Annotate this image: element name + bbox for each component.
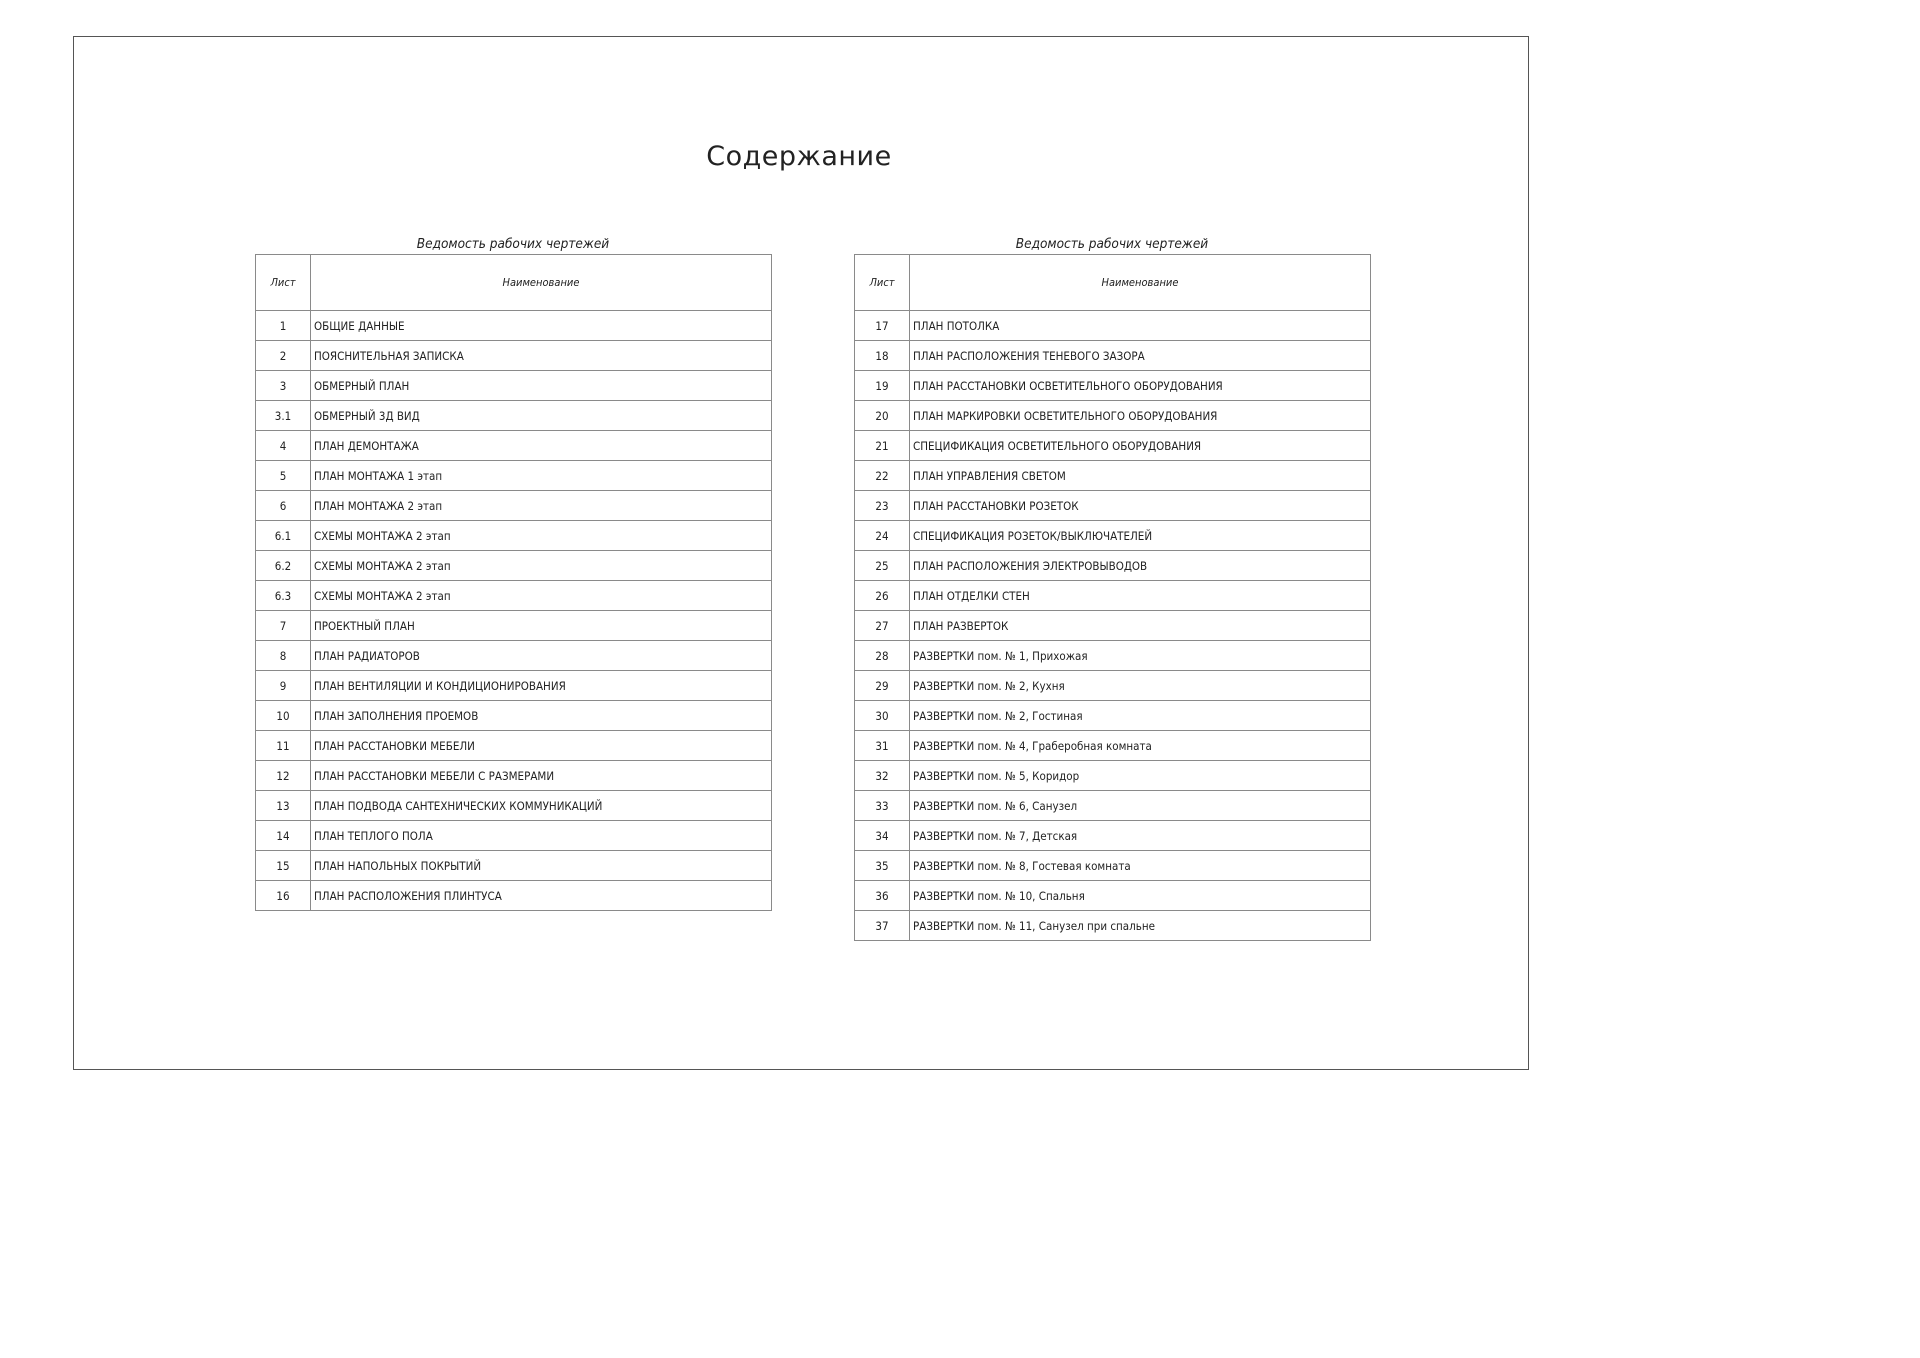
table-row: [855, 701, 1371, 731]
sheet-name: ПЛАН УПРАВЛЕНИЯ СВЕТОМ: [910, 461, 1371, 491]
sheet-name: РАЗВЕРТКИ пом. № 11, Санузел при спальне: [910, 911, 1371, 941]
table-row: [855, 521, 1371, 551]
column-header-sheet: Лист: [256, 255, 311, 311]
sheet-name: ПЛАН РАСПОЛОЖЕНИЯ ТЕНЕВОГО ЗАЗОРА: [910, 341, 1371, 371]
sheet-name: ОБМЕРНЫЙ 3Д ВИД: [311, 401, 772, 431]
sheet-name: ПЛАН РАДИАТОРОВ: [311, 641, 772, 671]
sheet-number: 34: [855, 821, 910, 851]
sheet-number: 7: [256, 611, 311, 641]
table-caption: Ведомость рабочих чертежей: [416, 236, 610, 252]
sheet-number: 3.1: [256, 401, 311, 431]
sheet-number: 2: [256, 341, 311, 371]
table-row: [855, 641, 1371, 671]
sheet-name: РАЗВЕРТКИ пом. № 2, Гостиная: [910, 701, 1371, 731]
sheet-number: 17: [855, 311, 910, 341]
sheet-name: ПЛАН ПОДВОДА САНТЕХНИЧЕСКИХ КОММУНИКАЦИЙ: [311, 791, 772, 821]
sheet-name: СПЕЦИФИКАЦИЯ РОЗЕТОК/ВЫКЛЮЧАТЕЛЕЙ: [910, 521, 1371, 551]
table-row: [855, 851, 1371, 881]
table-row: [256, 851, 772, 881]
sheet-number: 10: [256, 701, 311, 731]
sheet-name: ПЛАН ВЕНТИЛЯЦИИ И КОНДИЦИОНИРОВАНИЯ: [311, 671, 772, 701]
sheet-name: РАЗВЕРТКИ пом. № 8, Гостевая комната: [910, 851, 1371, 881]
sheet-name: ПЛАН РАССТАНОВКИ МЕБЕЛИ С РАЗМЕРАМИ: [311, 761, 772, 791]
table-row: [256, 821, 772, 851]
sheet-name: РАЗВЕРТКИ пом. № 1, Прихожая: [910, 641, 1371, 671]
sheet-number: 26: [855, 581, 910, 611]
table-row: [855, 731, 1371, 761]
sheet-name: РАЗВЕРТКИ пом. № 2, Кухня: [910, 671, 1371, 701]
sheet-number: 11: [256, 731, 311, 761]
table-header-row: [855, 255, 1371, 311]
sheet-number: 6.1: [256, 521, 311, 551]
sheet-number: 29: [855, 671, 910, 701]
sheet-number: 22: [855, 461, 910, 491]
table-row: [256, 611, 772, 641]
sheet-number: 33: [855, 791, 910, 821]
sheet-name: ПОЯСНИТЕЛЬНАЯ ЗАПИСКА: [311, 341, 772, 371]
table-row: [256, 731, 772, 761]
sheet-name: ОБМЕРНЫЙ ПЛАН: [311, 371, 772, 401]
table-row: [256, 791, 772, 821]
sheet-name: ПЛАН РАСПОЛОЖЕНИЯ ПЛИНТУСА: [311, 881, 772, 911]
sheet-number: 23: [855, 491, 910, 521]
sheet-name: ПЛАН ОТДЕЛКИ СТЕН: [910, 581, 1371, 611]
sheet-number: 16: [256, 881, 311, 911]
sheet-number: 15: [256, 851, 311, 881]
table-row: [855, 881, 1371, 911]
table-row: [256, 551, 772, 581]
sheet-number: 30: [855, 701, 910, 731]
sheet-number: 9: [256, 671, 311, 701]
table-body: [256, 311, 772, 911]
table-row: [256, 761, 772, 791]
sheet-name: РАЗВЕРТКИ пом. № 6, Санузел: [910, 791, 1371, 821]
sheet-number: 19: [855, 371, 910, 401]
table-row: [256, 401, 772, 431]
table-row: [855, 791, 1371, 821]
sheet-name: СХЕМЫ МОНТАЖА 2 этап: [311, 521, 772, 551]
table-row: [855, 461, 1371, 491]
sheet-number: 4: [256, 431, 311, 461]
sheet-number: 24: [855, 521, 910, 551]
sheet-name: ПЛАН ЗАПОЛНЕНИЯ ПРОЕМОВ: [311, 701, 772, 731]
table-row: [855, 491, 1371, 521]
sheet-number: 32: [855, 761, 910, 791]
sheet-name: СПЕЦИФИКАЦИЯ ОСВЕТИТЕЛЬНОГО ОБОРУДОВАНИЯ: [910, 431, 1371, 461]
table-row: [855, 401, 1371, 431]
table-header-row: [256, 255, 772, 311]
sheet-number: 36: [855, 881, 910, 911]
sheet-number: 37: [855, 911, 910, 941]
sheet-number: 6.3: [256, 581, 311, 611]
sheet-number: 31: [855, 731, 910, 761]
sheet-number: 21: [855, 431, 910, 461]
sheet-name: ПЛАН МАРКИРОВКИ ОСВЕТИТЕЛЬНОГО ОБОРУДОВАНИЯ: [910, 401, 1371, 431]
sheet-name: ПЛАН ПОТОЛКА: [910, 311, 1371, 341]
sheet-number: 12: [256, 761, 311, 791]
sheet-name: РАЗВЕРТКИ пом. № 10, Спальня: [910, 881, 1371, 911]
sheet-name: СХЕМЫ МОНТАЖА 2 этап: [311, 581, 772, 611]
table-row: [855, 371, 1371, 401]
column-header-name: Наименование: [311, 255, 772, 311]
sheet-number: 14: [256, 821, 311, 851]
sheet-name: РАЗВЕРТКИ пом. № 5, Коридор: [910, 761, 1371, 791]
table-row: [256, 701, 772, 731]
sheet-name: ПРОЕКТНЫЙ ПЛАН: [311, 611, 772, 641]
table-row: [256, 491, 772, 521]
sheet-name: ПЛАН МОНТАЖА 2 этап: [311, 491, 772, 521]
table-row: [855, 671, 1371, 701]
table-row: [256, 311, 772, 341]
sheet-number: 25: [855, 551, 910, 581]
table-row: [256, 521, 772, 551]
table-row: [855, 761, 1371, 791]
page-title: Содержание: [706, 141, 892, 172]
sheet-name: ПЛАН РАССТАНОВКИ МЕБЕЛИ: [311, 731, 772, 761]
sheet-number: 18: [855, 341, 910, 371]
table-row: [256, 461, 772, 491]
sheet-name: ОБЩИЕ ДАННЫЕ: [311, 311, 772, 341]
table-row: [855, 341, 1371, 371]
sheet-name: ПЛАН ДЕМОНТАЖА: [311, 431, 772, 461]
table-caption: Ведомость рабочих чертежей: [1015, 236, 1209, 252]
column-header-name: Наименование: [910, 255, 1371, 311]
sheet-name: ПЛАН НАПОЛЬНЫХ ПОКРЫТИЙ: [311, 851, 772, 881]
sheet-number: 3: [256, 371, 311, 401]
sheet-name: ПЛАН РАЗВЕРТОК: [910, 611, 1371, 641]
sheet-name: ПЛАН ТЕПЛОГО ПОЛА: [311, 821, 772, 851]
sheet-number: 8: [256, 641, 311, 671]
sheet-name: ПЛАН МОНТАЖА 1 этап: [311, 461, 772, 491]
table-row: [256, 371, 772, 401]
sheet-number: 6: [256, 491, 311, 521]
table-row: [855, 311, 1371, 341]
sheet-number: 6.2: [256, 551, 311, 581]
table-row: [855, 551, 1371, 581]
table-row: [256, 341, 772, 371]
table-row: [855, 911, 1371, 941]
table-row: [256, 641, 772, 671]
sheet-name: ПЛАН РАССТАНОВКИ ОСВЕТИТЕЛЬНОГО ОБОРУДОВАНИЯ: [910, 371, 1371, 401]
column-header-sheet: Лист: [855, 255, 910, 311]
drawings-list-right: [854, 234, 1370, 941]
sheet-number: 35: [855, 851, 910, 881]
table-row: [256, 581, 772, 611]
table-row: [855, 581, 1371, 611]
drawings-table: [255, 254, 772, 911]
table-row: [855, 821, 1371, 851]
table-row: [855, 431, 1371, 461]
table-row: [256, 881, 772, 911]
sheet-number: 5: [256, 461, 311, 491]
sheet-number: 13: [256, 791, 311, 821]
sheet-number: 1: [256, 311, 311, 341]
table-row: [256, 671, 772, 701]
sheet-number: 20: [855, 401, 910, 431]
table-body: [855, 311, 1371, 941]
sheet-name: РАЗВЕРТКИ пом. № 7, Детская: [910, 821, 1371, 851]
table-row: [256, 431, 772, 461]
drawings-table: [854, 254, 1371, 941]
sheet-number: 28: [855, 641, 910, 671]
drawings-list-left: [255, 234, 771, 911]
sheet-name: ПЛАН РАСПОЛОЖЕНИЯ ЭЛЕКТРОВЫВОДОВ: [910, 551, 1371, 581]
sheet-number: 27: [855, 611, 910, 641]
sheet-name: РАЗВЕРТКИ пом. № 4, Граберобная комната: [910, 731, 1371, 761]
table-row: [855, 611, 1371, 641]
sheet-name: ПЛАН РАССТАНОВКИ РОЗЕТОК: [910, 491, 1371, 521]
sheet-name: СХЕМЫ МОНТАЖА 2 этап: [311, 551, 772, 581]
